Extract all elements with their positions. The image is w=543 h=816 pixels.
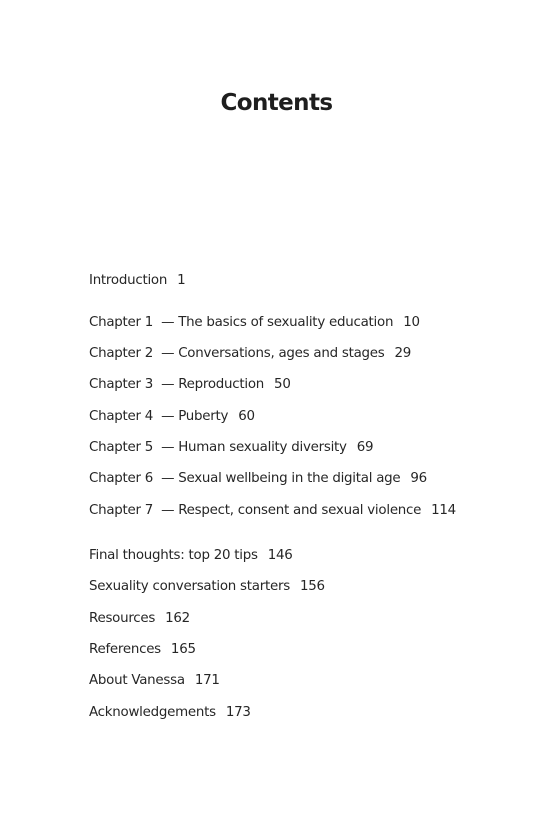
toc-entry-page: 50 [274,377,291,392]
toc-entry-chapter-3 [89,376,291,394]
toc-entry-page: 69 [356,440,374,455]
toc-entry-chapter-7 [89,502,456,520]
dash-separator: — [161,409,175,424]
chapter-number: Chapter 2 [89,346,154,361]
toc-entry-chapter-2 [89,345,411,363]
dash-separator: — [161,346,175,361]
dash-separator: — [161,377,175,392]
dash-separator: — [161,471,175,486]
chapter-number: Chapter 3 [89,377,154,392]
toc-entry-page: 165 [170,642,196,657]
toc-entry-chapter-6 [89,470,427,488]
toc-entry-page: 10 [403,315,420,330]
dash-separator: — [161,315,175,330]
toc-entry-page: 171 [194,673,220,688]
chapter-title: The basics of sexuality education [178,315,394,330]
chapter-number: Chapter 5 [89,440,154,455]
dash-separator: — [161,440,175,455]
toc-entry-page: 60 [238,409,255,424]
chapter-title: Human sexuality diversity [178,440,347,455]
toc-entry-references [89,641,196,659]
toc-entry-conversation-starters [89,578,325,596]
chapter-title: Reproduction [178,377,265,392]
toc-entry-chapter-1 [89,314,420,332]
toc-entry-label: About Vanessa [89,673,185,688]
toc-entry-acknowledgements [89,704,251,722]
toc-entry-page: 173 [225,705,251,720]
page-title: Contents [220,90,333,116]
toc-entry-label: Acknowledgements [89,705,216,720]
toc-entry-label: Resources [89,611,156,626]
toc-entry-page: 96 [410,471,427,486]
chapter-number: Chapter 6 [89,471,154,486]
chapter-number: Chapter 1 [89,315,154,330]
toc-entry-chapter-4 [89,408,255,426]
toc-entry-label: Sexuality conversation starters [89,579,290,594]
toc-entry-chapter-5 [89,439,373,457]
chapter-title: Puberty [178,409,229,424]
chapter-title: Respect, consent and sexual violence [178,503,422,518]
toc-entry-page: 1 [177,273,186,288]
toc-entry-page: 146 [267,548,293,563]
chapter-number: Chapter 7 [89,503,154,518]
chapter-title: Sexual wellbeing in the digital age [178,471,401,486]
toc-entry-label: References [89,642,161,657]
toc-entry-resources [89,610,190,628]
toc-entry-label: Introduction [89,273,168,288]
dash-separator: — [161,503,175,518]
toc-entry-page: 29 [394,346,412,361]
toc-entry-label: Final thoughts: top 20 tips [89,548,258,563]
toc-entry-page: 156 [299,579,325,594]
toc-entry-page: 114 [431,503,456,518]
toc-entry-page: 162 [165,611,190,626]
toc-entry-introduction [89,272,185,290]
toc-entry-final-thoughts [89,547,293,565]
toc-entry-about-vanessa [89,672,220,690]
chapter-title: Conversations, ages and stages [178,346,385,361]
chapter-number: Chapter 4 [89,409,154,424]
